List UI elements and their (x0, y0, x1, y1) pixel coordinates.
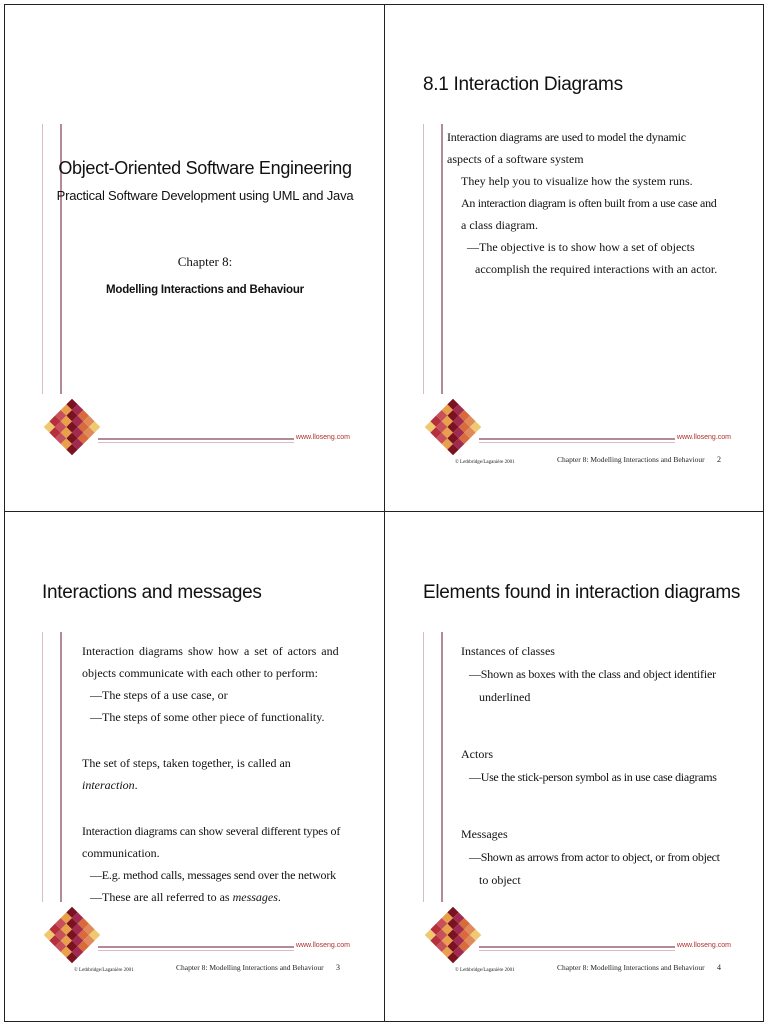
slide-title: Elements found in interaction diagrams (423, 582, 741, 603)
body-line: objects communicate with each other to perform: (82, 666, 318, 680)
page-number: 4 (717, 963, 721, 972)
emphasis-text: messages (232, 890, 278, 904)
body-line: —The steps of a use case, or (90, 688, 228, 702)
decor-vertical-bar (441, 632, 443, 902)
mosaic-logo-icon (42, 905, 102, 965)
body-line: Instances of classes (461, 644, 555, 658)
decor-horizontal-bar (479, 946, 675, 948)
body-text: —These are all referred to as (90, 890, 233, 904)
spacer (461, 789, 735, 823)
copyright: © Lethbridge/Laganière 2001 (455, 968, 515, 973)
decor-horizontal-bar (98, 438, 294, 440)
body-line (82, 886, 344, 908)
body-line (82, 752, 344, 796)
slide-4 (385, 512, 765, 1021)
body-line: aspects of a software system (447, 152, 584, 166)
website-url: www.lloseng.com (295, 942, 350, 949)
body-line: —The steps of some other piece of functionality. (90, 710, 325, 724)
copyright: © Lethbridge/Laganière 2001 (74, 968, 134, 973)
body-line: Interaction diagrams are used to model the dynamic (447, 130, 686, 144)
slide-body (447, 126, 735, 280)
footer-chapter: Chapter 8: Modelling Interactions and Behaviour (557, 455, 705, 464)
body-line: Interaction diagrams show how a set of actors and (82, 644, 339, 658)
decor-horizontal-bar (479, 438, 675, 440)
decor-horizontal-line (98, 442, 294, 443)
website-url: www.lloseng.com (676, 434, 731, 441)
slide-2 (385, 4, 765, 513)
spacer (82, 728, 344, 752)
decor-horizontal-line (479, 442, 675, 443)
mosaic-logo-icon (42, 397, 102, 457)
slide-title: 8.1 Interaction Diagrams (423, 74, 623, 95)
decor-horizontal-line (479, 950, 675, 951)
body-line: They help you to visualize how the system runs. (461, 174, 693, 188)
decor-vertical-line (42, 632, 43, 902)
body-line: Actors (461, 747, 493, 761)
page-number: 3 (336, 963, 340, 972)
body-line: —E.g. method calls, messages send over the network (90, 868, 336, 882)
book-subtitle: Practical Software Development using UML and Java (56, 188, 354, 203)
body-line: Messages (461, 827, 508, 841)
body-line: —The objective is to show how a set of objects (467, 240, 695, 254)
decor-horizontal-bar (98, 946, 294, 948)
website-url: www.lloseng.com (676, 942, 731, 949)
website-url: www.lloseng.com (295, 434, 350, 441)
body-line: accomplish the required interactions with an actor. (475, 262, 718, 276)
decor-vertical-bar (60, 632, 62, 902)
body-line: —Use the stick-person symbol as in use case diagrams (469, 770, 717, 784)
decor-vertical-line (42, 124, 43, 394)
mosaic-logo-icon (423, 905, 483, 965)
decor-vertical-line (423, 124, 424, 394)
body-line: Interaction diagrams can show several different types of (82, 824, 341, 838)
mosaic-logo-icon (423, 397, 483, 457)
body-line: An interaction diagram is often built from a use case and (461, 196, 717, 210)
footer-chapter: Chapter 8: Modelling Interactions and Behaviour (557, 963, 705, 972)
slide-body (461, 640, 735, 892)
footer-chapter: Chapter 8: Modelling Interactions and Behaviour (176, 963, 324, 972)
body-text: The set of steps, taken together, is called an (82, 756, 291, 770)
decor-vertical-line (423, 632, 424, 902)
spacer (82, 796, 344, 820)
decor-vertical-bar (441, 124, 443, 394)
body-line: —Shown as boxes with the class and object identifier (469, 667, 716, 681)
body-line: underlined (479, 690, 531, 704)
book-title: Object-Oriented Software Engineering (58, 158, 352, 178)
chapter-number: Chapter 8: (177, 254, 233, 269)
slide-3 (4, 512, 384, 1021)
body-line: —Shown as arrows from actor to object, or from object (469, 850, 720, 864)
slide-body (82, 640, 344, 908)
decor-horizontal-line (98, 950, 294, 951)
copyright: © Lethbridge/Laganière 2001 (455, 460, 515, 465)
chapter-title: Modelling Interactions and Behaviour (106, 284, 304, 296)
spacer (461, 709, 735, 743)
body-text: . (277, 890, 281, 904)
emphasis-text: interaction (82, 778, 135, 792)
body-text: . (134, 778, 138, 792)
body-line: communication. (82, 846, 160, 860)
body-line: a class diagram. (461, 218, 538, 232)
page-number: 2 (717, 455, 721, 464)
body-line: to object (479, 873, 521, 887)
slide-title: Interactions and messages (42, 582, 262, 603)
slide-1 (4, 4, 384, 513)
